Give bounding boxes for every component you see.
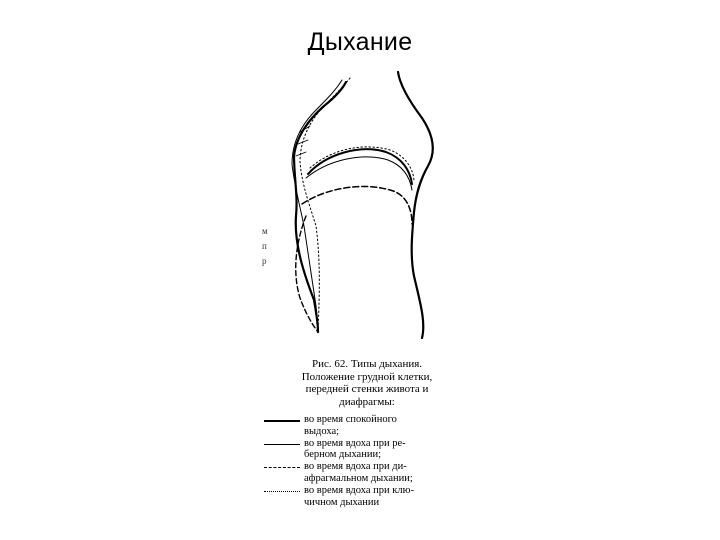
- diaphragm-dotted-inhale: [310, 147, 414, 182]
- chest-wall-clavicular-inhale: [300, 78, 350, 332]
- side-letter: м: [262, 226, 268, 236]
- legend-item-rib: [262, 438, 462, 462]
- legend-item-exhale: [262, 414, 462, 438]
- legend-text: афрагмальном дыхании;: [304, 472, 413, 484]
- line-style-legend: [262, 414, 462, 508]
- torso-outline-drawing: [250, 66, 450, 350]
- side-letter: п: [262, 241, 267, 251]
- chest-wall-exhale: [294, 82, 346, 332]
- thick-solid-line-swatch: [262, 414, 304, 426]
- legend-text: чичном дыхании: [304, 496, 380, 508]
- legend-text: во время спокойного: [304, 414, 397, 425]
- dotted-line-swatch: [262, 485, 304, 497]
- breathing-types-diagram: [250, 66, 450, 350]
- caption-line: диафрагмы:: [339, 395, 395, 408]
- dashed-line-swatch: [262, 461, 304, 473]
- legend-item-diaphragm: [262, 461, 462, 485]
- legend-item-clavicular: [262, 485, 462, 509]
- side-letters: [262, 224, 276, 269]
- caption-line: передней стенки живота и: [305, 383, 429, 396]
- side-letter: р: [262, 256, 267, 266]
- legend-text: во время вдоха при клю-: [304, 484, 414, 496]
- legend-text: во время вдоха при ди-: [304, 461, 407, 473]
- chest-wall-diaphragm-inhale: [296, 216, 318, 332]
- caption-line: Положение грудной клетки,: [301, 370, 433, 383]
- body-contour: [398, 72, 433, 338]
- legend-text: выдоха;: [304, 425, 340, 437]
- slide-title: Дыхание: [307, 28, 413, 56]
- legend-text: берном дыхании;: [304, 449, 381, 461]
- figure-caption: [276, 358, 458, 408]
- thin-solid-line-swatch: [262, 438, 304, 450]
- diaphragm-dashed-inhale: [302, 186, 412, 224]
- caption-line: Рис. 62. Типы дыхания.: [311, 358, 423, 370]
- legend-text: во время вдоха при ре-: [304, 437, 406, 449]
